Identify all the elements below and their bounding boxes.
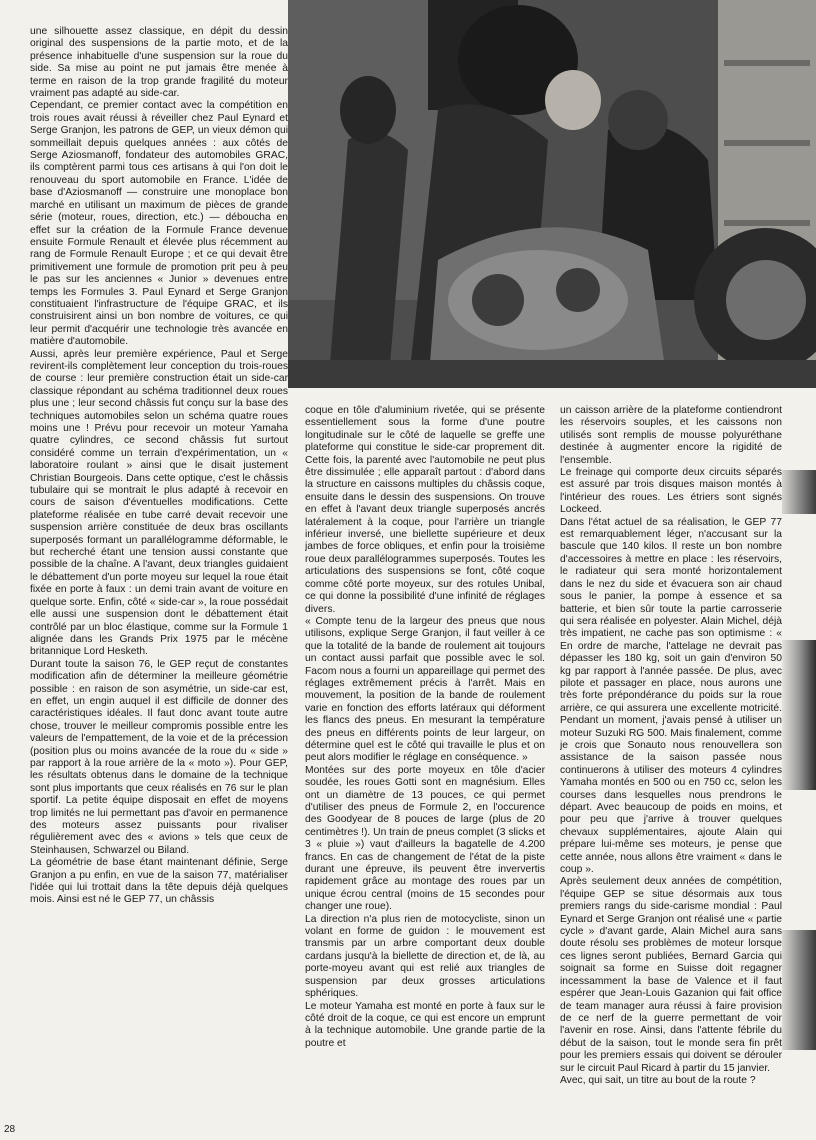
workshop-photo-illustration <box>288 0 816 388</box>
text-column-1 <box>30 26 288 1126</box>
paragraph: Le freinage qui comporte deux circuits séparés est assuré par trois disques maison montés à l'intérieur des roues. Les étriers sont signés Lockeed. <box>560 467 782 516</box>
edge-photo-crop <box>782 640 816 790</box>
paragraph: La géométrie de base étant maintenant définie, Serge Granjon a pu enfin, en vue de la saison 77, matérialiser l'idée qui lui trottait dans la tête depuis déjà quelques mois. Ainsi est né le GEP 77, un châssis <box>30 857 288 906</box>
paragraph: Aussi, après leur première expérience, Paul et Serge revirent-ils complètement leur conception du trois-roues de course : leur première construction était un side-car classique répondant au schéma traditionnel deux roues plus une ; leur second châssis fut conçu sur la base des techniques automobiles selon un schéma quatre roues moins une ! Prévu pour recevoir un moteur Yamaha quatre cylindres, ce second châssis fut surtout considéré comme un terrain d'expérimentation, un « laboratoire roulant » ainsi que le disait justement Christian Bourgeois. Dans cette optique, c'est le châssis tubulaire qui se montrait le plus adapté à recevoir en cours de saison d'éventuelles modifications. Cette plateforme réalisée en tube carré devait recevoir une suspension arrière constituée de deux bras oscillants superposés formant un parallélogramme déformable, le but recherché étant une tension aussi constante que possible de la chaîne. A l'avant, deux triangles guidaient le débattement d'un porte moyeu sur lequel la roue était fixée en porte à faux : un demi train avant de voiture en quelque sorte. Enfin, côté « side-car », la roue possédait elle aussi une suspension dont le débattement était contrôlé par un bloc élastique, comme sur la Formule 1 alignée dans les Grands Prix 1975 par le mécène britannique Lord Hesketh. <box>30 348 288 658</box>
paragraph: une silhouette assez classique, en dépit du dessin original des suspensions de la partie moto, et de la présence inhabituelle d'une suspension sur la roue du side. Sa mise au point ne put jamais être menée à terme en raison de la trop grande fragilité du moteur vraiment pas adapté au side-car. <box>30 26 288 100</box>
paragraph: La direction n'a plus rien de motocycliste, sinon un volant en forme de guidon : le mouvement est transmis par un arbre comportant deux double cardans jusqu'à la biellette de direction et, de là, au porte-moyeu avant qui est relié aux triangles de suspension par deux grosses articulations sphériques. <box>305 913 545 1000</box>
edge-photo-crop <box>782 470 816 514</box>
page-number: 28 <box>4 1124 16 1135</box>
workshop-photo <box>288 0 816 388</box>
paragraph: coque en tôle d'aluminium rivetée, qui se présente essentiellement sous la forme d'une poutre longitudinale sur le côté de laquelle se greffe une plateforme qui constitue le side-car proprement dit. Cette fois, la parenté avec l'automobile ne peut plus être dissimulée ; elle apparaît partout : d'abord dans la structure en caissons multiples du châssis coque, ensuite dans le dessin des suspensions. On trouve en effet à l'avant deux triangle superposés ancrés latéralement à la coque, pour l'arrière un triangle inférieur inversé, une biellette supérieure et deux jambes de force obliques, et enfin pour la troisième roue deux parallélogrammes superposés. Toutes les articulations des suspensions se font, côté coque comme côté porte moyeux, sur des rotules Unibal, ce qui donne la possibilité d'une infinité de réglages divers. <box>305 405 545 615</box>
paragraph: Montées sur des porte moyeux en tôle d'acier soudée, les roues Gotti sont en magnésium. Elles ont un diamètre de 13 pouces, ce qui permet d'utiliser des pneus de Formule 2, en l'occurence des Goodyear de 8 pouces de large (plus de 20 centimètres !). Un train de pneus complet (3 slicks et 3 « pluie ») vaut d'ailleurs la bagatelle de 4.200 francs. En cas de changement de l'état de la piste durant une épreuve, ils peuvent être inververtis rapidement grâce au montage des roues par un unique écrou central (moins de 15 secondes pour changer une roue). <box>305 764 545 913</box>
paragraph: Le moteur Yamaha est monté en porte à faux sur le côté droit de la coque, ce qui est encore un emprunt à la technique automobile. Une grande partie de la poutre et <box>305 1000 545 1049</box>
edge-photo-crop <box>782 930 816 1050</box>
paragraph: un caisson arrière de la plateforme contiendront les réservoirs souples, et les caissons non utilisés sont remplis de mousse polyuréthane destinée à augmenter encore la rigidité de l'ensemble. <box>560 405 782 466</box>
paragraph: « Compte tenu de la largeur des pneus que nous utilisons, explique Serge Granjon, il faut veiller à ce que la totalité de la bande de roulement ait toujours un contact aussi parfait que possible avec le sol. Facom nous a fourni un appareillage qui permet des réglages extrêmement précis à l'arrêt. Mais en mouvement, la position de la bande de roulement varie en fonction des efforts latéraux qui déforment les flancs des pneus. En mesurant la température des pneus en différents points de leur largeur, on détermine quel est le côté qui travaille le plus et on peut alors modifier le réglage en conséquence. » <box>305 615 545 764</box>
paragraph: Après seulement deux années de compétition, l'équipe GEP se situe désormais aux tous premiers rangs du side-carisme mondial : Paul Eynard et Serge Granjon ont réalisé une « partie cycle » d'avant garde, Alain Michel aura sans doute résolu ses problèmes de moteur lorsque ces lignes seront publiées, Bernard Garcia qui soignait sa forme en Suisse doit regagner incessamment la base de Valence et il faut espérer que Jean-Louis Gazanion qui fait office de team manager aura réussi à faire provision de ce nerf de la guerre permettant de voir l'avenir en rose. Ainsi, dans l'attente fébrile du début de la saison, tout le monde sera fin prêt pour les premiers essais qui doivent se dérouler sur le circuit Paul Ricard à partir du 15 janvier. <box>560 876 782 1074</box>
paragraph: Cependant, ce premier contact avec la compétition en trois roues avait réussi à réveiller chez Paul Eynard et Serge Granjon, les patrons de GEP, un vieux démon qui sommeillait depuis quelques années : aux côtés de Serge Aziosmanoff, fondateur des automobiles GRAC, ils comptèrent parmi tous ces artisans à qui l'on doit le renouveau du sport automobile en France. L'idée de base d'Aziosmanoff — construire une monoplace bon marché en utilisant un maximum de pièces de grande série (moteur, roues, direction, etc.) — déboucha en effet sur la création de la Formule France devenue ensuite Formule Renault et élevée plus récemment au rang de Formule Renault Europe ; et ce qui devait être primitivement une formule de promotion prit peu à peu le pas sur les anciennes « Junior » devenues entre temps les Formules 3. Paul Eynard et Serge Granjon constituaient l'infrastructure de l'équipe GRAC, et ils construisirent ainsi un bon nombre de voitures, ce qui leur permit d'acquérir une technologie très avancée en matière d'automobile. <box>30 100 288 348</box>
paragraph: Avec, qui sait, un titre au bout de la route ? <box>560 1074 756 1086</box>
text-column-2 <box>305 405 545 1130</box>
paragraph: Durant toute la saison 76, le GEP reçut de constantes modification afin de déterminer la meilleure géométrie possible : en raison de son asymétrie, un side-car est, en effet, un engin auquel il est difficile de donner des caractéristiques idéales. Il faut donc avant toute autre chose, trouver le meilleur compromis possible entre les valeurs de l'empattement, de la voie et de la précession (position plus ou moins avancée de la roue du « side » par rapport à la roue arrière de la « moto »). Pour GEP, les résultats obtenus dans le domaine de la technique sont plus importants que ceux réalisés en 76 sur le plan sportif. La petite équipe disposait en effet de moyens trop limités ne lui permettant pas d'avoir en permanence des moteurs assez puissants pour rivaliser régulièrement avec des « avions » tels que ceux de Steinhausen, Schwarzel ou Biland. <box>30 658 288 856</box>
paragraph: Dans l'état actuel de sa réalisation, le GEP 77 est remarquablement léger, n'accusant sur la bascule que 140 kilos. Il reste un bon nombre d'accessoires à mettre en place : les réservoirs, le radiateur qui sera monté horizontalement dans le nez du side et évacuera son air chaud sous le panier, la pompe à essence et sa batterie, et bien sûr toute la partie carrosserie qui sera réalisée en polyester. Alain Michel, déjà très impatient, ne cache pas son optimisme : « En ordre de marche, l'attelage ne devrait pas dépasser les 180 kg, soit un gain d'environ 50 kg par rapport à l'année passée. De plus, avec pilote et passager en place, nous aurons une très forte prépondérance du poids sur la roue arrière, ce qui assurera une excellente motricité. Pendant un moment, j'avais pensé à utiliser un moteur Suzuki RG 500. Mais finalement, comme je crois que Sonauto nous renouvellera son assistance de la saison passée nous continuerons à utiliser des moteurs 4 cylindres Yamaha montés en 500 ou en 750 cc, selon les courses dans lesquelles nous prendrons le départ. Avec beaucoup de poids en moins, et pour peu que j'arrive à trouver quelques chevaux supplémentaires, ajoute Alain qui prépare lui-même ses moteurs, je pense que cette année, nous allons être vraiment « dans le coup ». <box>560 516 782 876</box>
text-column-3 <box>560 405 782 1130</box>
